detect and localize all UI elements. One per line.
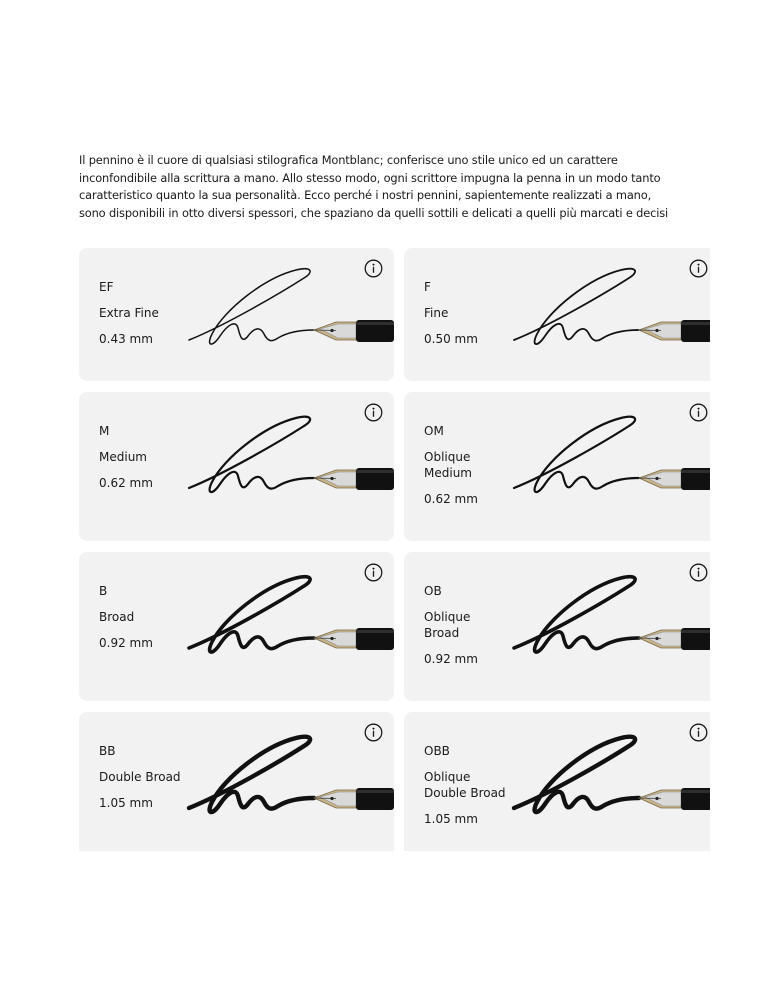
nib-name: Extra Fine xyxy=(99,306,159,320)
nib-writing-illustration xyxy=(184,412,394,507)
intro-paragraph: Il pennino è il cuore di qualsiasi stilografica Montblanc; conferisce uno stile unico ed un carattere inconfondibile alla scrittura a mano. Allo stesso modo, ogni scrittore impugna la penna in un modo tanto caratteristico quanto la sua personalità. Ecco perché i nostri pennini, sapientemente realizzati a mano, sono disponibili in otto diversi spessori, che spaziano da quelli sottili e delicati a quelli più marcati e decisi xyxy=(79,153,669,220)
nib-code: F xyxy=(424,280,431,294)
nib-card-m xyxy=(79,392,394,541)
nib-name: Oblique Medium xyxy=(424,450,472,480)
nib-name: Broad xyxy=(99,610,135,624)
nib-code: EF xyxy=(99,280,114,294)
nib-size: 0.50 mm xyxy=(424,332,478,346)
nib-code: M xyxy=(99,424,110,438)
nib-code: OBB xyxy=(424,744,450,758)
nib-code: B xyxy=(99,584,108,598)
nib-size: 0.43 mm xyxy=(99,332,153,346)
nib-writing-illustration xyxy=(184,732,394,827)
nib-card-om xyxy=(404,392,710,541)
nib-grid xyxy=(79,248,710,851)
nib-code: OM xyxy=(424,424,444,438)
nib-size: 1.05 mm xyxy=(99,796,153,810)
nib-card-obb xyxy=(404,712,710,851)
nib-card-f xyxy=(404,248,710,381)
nib-size: 0.92 mm xyxy=(424,652,478,666)
nib-writing-illustration xyxy=(184,572,394,667)
nib-size: 0.92 mm xyxy=(99,636,153,650)
nib-size: 0.62 mm xyxy=(99,476,153,490)
nib-code: BB xyxy=(99,744,116,758)
nib-name: Medium xyxy=(99,450,147,464)
nib-writing-illustration xyxy=(509,732,710,827)
nib-name: Oblique Double Broad xyxy=(424,770,506,800)
nib-writing-illustration xyxy=(509,572,710,667)
nib-name: Double Broad xyxy=(99,770,181,784)
nib-card-b xyxy=(79,552,394,701)
nib-name: Fine xyxy=(424,306,449,320)
nib-size: 1.05 mm xyxy=(424,812,478,826)
nib-card-ef xyxy=(79,248,394,381)
nib-writing-illustration xyxy=(184,264,394,359)
nib-writing-illustration xyxy=(509,412,710,507)
nib-code: OB xyxy=(424,584,442,598)
nib-card-bb xyxy=(79,712,394,851)
nib-writing-illustration xyxy=(509,264,710,359)
nib-card-ob xyxy=(404,552,710,701)
nib-size: 0.62 mm xyxy=(424,492,478,506)
nib-name: Oblique Broad xyxy=(424,610,471,640)
